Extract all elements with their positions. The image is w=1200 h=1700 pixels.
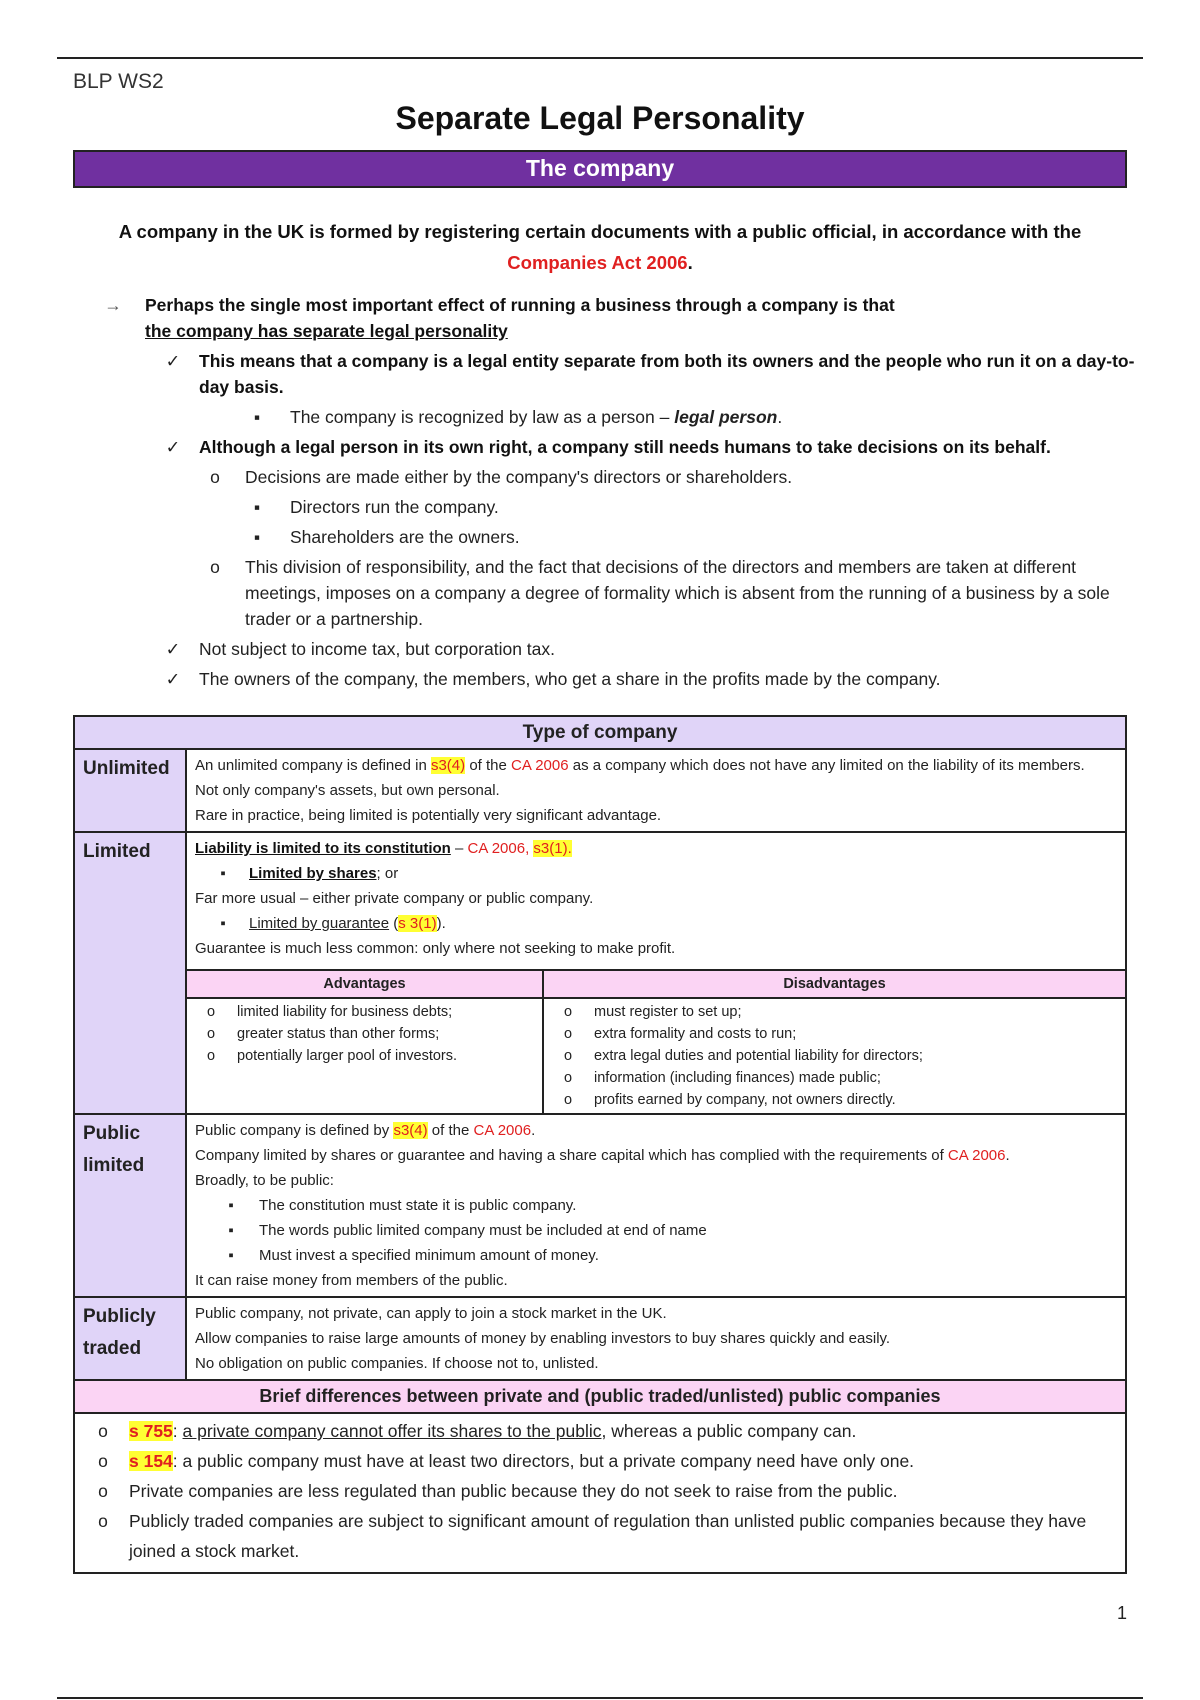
difference-colon: : [172, 1421, 183, 1441]
company-types-table [73, 715, 1127, 1574]
unlimited-text: as a company which does not have any limited on the liability of its members. [568, 757, 1085, 774]
circle-point-2-text: This division of responsibility, and the fact that decisions of the directors and members are taken at different meetings, imposes on a company a degree of formality which is absent from the running of a business by a sole trader or a partnership. [245, 557, 1110, 629]
limited-usual: Far more usual – either private company or public company. [195, 890, 594, 907]
advantages-list [187, 998, 543, 1113]
check-icon: ✓ [165, 437, 181, 457]
traded-line-2: Allow companies to raise large amounts of money by enabling investors to buy shares quickly and easily. [195, 1330, 891, 1347]
page-number: 1 [1116, 1603, 1127, 1623]
limited-guarantee-open: ( [389, 915, 399, 932]
square-bullet-icon: ▪ [228, 1197, 234, 1214]
section-ref: s 154 [129, 1451, 173, 1471]
public-content [186, 1114, 1126, 1297]
disadvantages-list [543, 998, 1125, 1113]
public-row [74, 1114, 1126, 1297]
key-points [95, 292, 1135, 696]
public-label-2: limited [83, 1155, 145, 1176]
circle-bullet-icon: o [563, 1092, 573, 1108]
square-point-directors [95, 494, 1135, 520]
check-point-2 [95, 434, 1135, 460]
advantages-table [187, 969, 1125, 1113]
advantages-heading: Advantages [187, 970, 543, 998]
intro-text: A company in the UK is formed by registering certain documents with a public official, in accordance with the [118, 221, 1082, 242]
public-item [195, 1218, 1117, 1243]
disadvantages-heading: Disadvantages [543, 970, 1125, 998]
public-item [195, 1243, 1117, 1268]
page-title: Separate Legal Personality [395, 100, 805, 136]
limited-guarantee-close: ). [436, 915, 446, 932]
check-point-3 [95, 636, 1135, 662]
difference-text: : a public company must have at least two directors, but a private company need have only one. [172, 1451, 915, 1471]
limited-dash: – [450, 840, 468, 857]
limited-row [74, 832, 1126, 1114]
act-ref: CA 2006 [473, 1122, 532, 1139]
public-text: Company limited by shares or guarantee and having a share capital which has complied with the requirements of [195, 1147, 948, 1164]
disadvantage-text: information (including finances) made public; [594, 1070, 881, 1086]
traded-label [74, 1297, 186, 1380]
circle-point-1 [95, 464, 1135, 490]
advantage-item [195, 1045, 534, 1067]
check-point-1 [95, 348, 1135, 400]
advantage-item [195, 1001, 534, 1023]
limited-guarantee: Limited by guarantee [249, 915, 390, 932]
public-item-text: Must invest a specified minimum amount of money. [259, 1247, 599, 1264]
circle-bullet-icon: o [210, 467, 220, 487]
unlimited-text: An unlimited company is defined in [195, 757, 431, 774]
limited-shares-item [195, 861, 1117, 886]
public-label [74, 1114, 186, 1297]
square-point-directors-text: Directors run the company. [290, 497, 499, 517]
act-ref: CA 2006 [511, 757, 569, 774]
check-point-3-text: Not subject to income tax, but corporation tax. [199, 639, 556, 659]
disadvantage-item [552, 1023, 1117, 1045]
unlimited-row [74, 749, 1126, 832]
square-point-end: . [777, 407, 783, 427]
check-icon: ✓ [165, 351, 181, 371]
limited-label: Limited [74, 832, 186, 1114]
intro-end: . [687, 252, 693, 273]
circle-point-2 [95, 554, 1135, 632]
square-bullet-icon: ▪ [220, 915, 226, 932]
public-text: of the [427, 1122, 474, 1139]
circle-bullet-icon: o [563, 1026, 573, 1042]
circle-bullet-icon: o [206, 1026, 216, 1042]
traded-label-1: Publicly [83, 1306, 156, 1327]
public-line-4: It can raise money from members of the public. [195, 1272, 508, 1289]
square-point-em: legal person [674, 407, 778, 427]
header-label: BLP WS2 [73, 70, 164, 93]
public-line-3: Broadly, to be public: [195, 1172, 334, 1189]
square-point [95, 404, 1135, 430]
section-banner: The company [73, 150, 1127, 188]
circle-bullet-icon: o [210, 557, 220, 577]
unlimited-content [186, 749, 1126, 832]
differences-content [74, 1413, 1126, 1573]
intro-paragraph [80, 216, 1120, 278]
circle-bullet-icon: o [563, 1004, 573, 1020]
disadvantage-text: extra formality and costs to run; [594, 1026, 797, 1042]
arrow-icon: → [104, 295, 122, 315]
square-bullet-icon: ▪ [228, 1222, 234, 1239]
limited-comma: , [525, 840, 534, 857]
circle-bullet-icon: o [98, 1451, 108, 1471]
arrow-point-line2: the company has separate legal personality [145, 321, 508, 341]
unlimited-label: Unlimited [74, 749, 186, 832]
circle-bullet-icon: o [563, 1070, 573, 1086]
traded-line-3: No obligation on public companies. If choose not to, unlisted. [195, 1355, 599, 1372]
disadvantage-item [552, 1067, 1117, 1089]
intro-act: Companies Act 2006 [507, 252, 688, 273]
unlimited-line-3: Rare in practice, being limited is potentially very significant advantage. [195, 807, 662, 824]
check-point-4-text: The owners of the company, the members, who get a share in the profits made by the company. [199, 669, 941, 689]
limited-shares-end: ; or [376, 865, 399, 882]
square-bullet-icon: ▪ [220, 865, 226, 882]
public-item-text: The constitution must state it is public company. [259, 1197, 577, 1214]
disadvantage-item [552, 1045, 1117, 1067]
square-bullet-icon: ▪ [253, 497, 261, 517]
public-text: . [1005, 1147, 1010, 1164]
top-rule [57, 57, 1143, 59]
square-point-text: The company is recognized by law as a person – [290, 407, 675, 427]
check-icon: ✓ [165, 639, 181, 659]
bottom-rule [57, 1697, 1143, 1699]
limited-guarantee-item [195, 911, 1117, 936]
section-ref: s3(4) [393, 1122, 428, 1139]
arrow-point-line1: Perhaps the single most important effect of running a business through a company is that [145, 295, 895, 315]
advantage-item [195, 1023, 534, 1045]
arrow-point [95, 292, 1135, 344]
difference-item [93, 1416, 1117, 1446]
section-ref: s3(4) [430, 757, 466, 774]
differences-row [74, 1413, 1126, 1573]
limited-shares: Limited by shares [249, 865, 377, 882]
traded-line-1: Public company, not private, can apply to join a stock market in the UK. [195, 1305, 667, 1322]
advantage-text: potentially larger pool of investors. [237, 1048, 458, 1064]
act-ref: CA 2006 [947, 1147, 1006, 1164]
limited-heading: Liability is limited to its constitution [195, 840, 451, 857]
advantage-text: limited liability for business debts; [237, 1004, 453, 1020]
public-item-text: The words public limited company must be included at end of name [259, 1222, 707, 1239]
square-point-shareholders [95, 524, 1135, 550]
disadvantage-text: extra legal duties and potential liability for directors; [594, 1048, 923, 1064]
disadvantage-item [552, 1089, 1117, 1111]
circle-bullet-icon: o [98, 1421, 108, 1441]
traded-row [74, 1297, 1126, 1380]
disadvantage-text: must register to set up; [594, 1004, 742, 1020]
disadvantage-item [552, 1001, 1117, 1023]
difference-text: Publicly traded companies are subject to significant amount of regulation than unlisted public companies because they have joined a stock market. [129, 1511, 1087, 1561]
circle-bullet-icon: o [206, 1048, 216, 1064]
circle-bullet-icon: o [98, 1481, 108, 1501]
unlimited-text: of the [465, 757, 512, 774]
unlimited-line-2: Not only company's assets, but own personal. [195, 782, 500, 799]
check-icon: ✓ [165, 669, 181, 689]
public-item [195, 1193, 1117, 1218]
check-point-1-text: This means that a company is a legal entity separate from both its owners and the people who run it on a day-to-day basis. [199, 351, 1135, 397]
disadvantage-text: profits earned by company, not owners directly. [594, 1092, 896, 1108]
limited-guarantee-note: Guarantee is much less common: only where not seeking to make profit. [195, 940, 676, 957]
square-bullet-icon: ▪ [253, 527, 261, 547]
square-bullet-icon: ▪ [253, 407, 261, 427]
difference-text: a private company cannot offer its shares to the public [182, 1421, 602, 1441]
difference-text: Private companies are less regulated than public because they do not seek to raise from the public. [129, 1481, 898, 1501]
limited-content [186, 832, 1126, 1114]
traded-content [186, 1297, 1126, 1380]
square-bullet-icon: ▪ [228, 1247, 234, 1264]
check-point-2-text: Although a legal person in its own right, a company still needs humans to take decisions on its behalf. [199, 437, 1051, 457]
types-heading: Type of company [74, 716, 1126, 749]
advantage-text: greater status than other forms; [237, 1026, 440, 1042]
section-ref: s3(1). [533, 840, 572, 857]
circle-bullet-icon: o [98, 1511, 108, 1531]
traded-label-2: traded [83, 1338, 142, 1359]
section-ref: s 755 [129, 1421, 173, 1441]
difference-item [93, 1446, 1117, 1476]
public-label-1: Public [83, 1123, 141, 1144]
difference-text: , whereas a public company can. [601, 1421, 857, 1441]
difference-item [93, 1476, 1117, 1506]
section-ref: s 3(1) [398, 915, 437, 932]
public-text: . [531, 1122, 536, 1139]
public-text: Public company is defined by [195, 1122, 394, 1139]
circle-bullet-icon: o [563, 1048, 573, 1064]
act-ref: CA 2006 [467, 840, 526, 857]
check-point-4 [95, 666, 1135, 692]
circle-bullet-icon: o [206, 1004, 216, 1020]
difference-item [93, 1506, 1117, 1566]
differences-heading: Brief differences between private and (public traded/unlisted) public companies [74, 1380, 1126, 1413]
square-point-shareholders-text: Shareholders are the owners. [290, 527, 520, 547]
circle-point-1-text: Decisions are made either by the company's directors or shareholders. [245, 467, 793, 487]
